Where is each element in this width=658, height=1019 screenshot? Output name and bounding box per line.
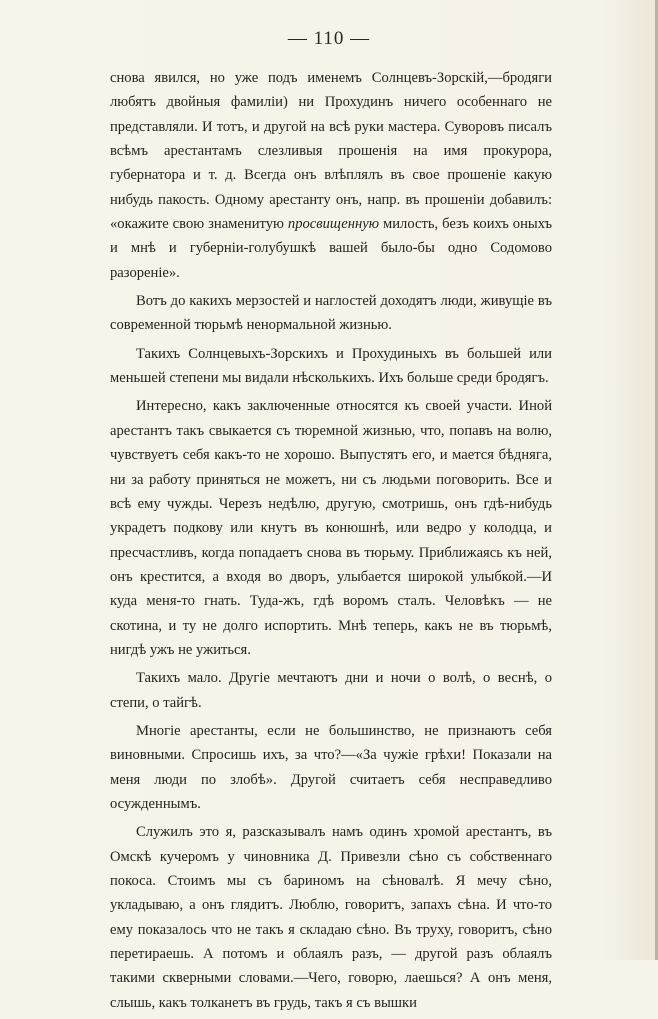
body-text xyxy=(110,66,552,1019)
paragraph-4: Интересно, какъ заключенные относятся къ своей участи. Иной арестантъ такъ свыкается съ тюремной жизнью, что, попавъ на волю, чувствуетъ себя какъ-то не хорошо. Выпустятъ его, и мается бѣдняга, ни за работу приняться не можетъ, ни съ людьми поговорить. Все и всѣ ему чужды. Черезъ недѣлю, другую, смотришь, онъ гдѣ-нибудь украдетъ подкову или кнутъ въ конюшнѣ, или ведро у колодца, и пресчастливъ, когда попадаетъ снова въ тюрьму. Приближаясь къ ней, онъ крестится, а входя во дворъ, улыбается широкой улыбкой.—И куда меня-то гнать. Туда-жъ, гдѣ воромъ сталъ. Человѣкъ — не скотина, и ту не долго испортить. Мнѣ теперь, какъ не въ тюрьмѣ, нигдѣ ужъ не ужиться. xyxy=(110,398,552,658)
paragraph-7: Служилъ это я, разсказывалъ намъ одинъ хромой арестантъ, въ Омскѣ кучеромъ у чиновника Д. Привезли сѣно съ собственнаго покоса. Стоимъ мы съ бариномъ на сѣновалѣ. Я мечу сѣно, укладываю, а онъ глядитъ. Люблю, говоритъ, запахъ сѣна. И что-то ему показалось что не такъ я складаю сѣно. Въ труху, говоритъ, сѣно перетираешь. А потомъ и облаялъ разъ, — другой разъ облаялъ такими скверными словами.—Чего, говорю, лаешься? А онъ меня, слышь, какъ толканетъ въ грудь, такъ я съ вышки xyxy=(110,824,552,1011)
paragraph-3: Такихъ Солнцевыхъ-Зорскихъ и Прохудиныхъ въ большей или меньшей степени мы видали нѣсколькихъ. Ихъ больше среди бродягъ. xyxy=(110,345,552,387)
paragraph-1 xyxy=(110,66,552,285)
paragraph-2: Вотъ до какихъ мерзостей и наглостей доходятъ люди, живущіе въ современной тюрьмѣ ненормальной жизнью. xyxy=(110,293,552,334)
paragraph-1-italic-word: просвищенную xyxy=(287,216,379,233)
paragraph-1-text-end: милость, безъ коихъ оныхъ и мнѣ и губерніи-голубушкѣ вашей было-бы одно Содомово разореніе». xyxy=(110,216,552,281)
paragraph-6: Многіе арестанты, если не большинство, не признаютъ себя виновными. Спросишь ихъ, за что?—«За чужіе грѣхи! Показали на меня люди по злобѣ». Другой считаетъ себя несправедливо осужденнымъ. xyxy=(110,722,552,812)
paragraph-5: Такихъ мало. Другіе мечтаютъ дни и ночи о волѣ, о веснѣ, о степи, о тайгѣ. xyxy=(110,670,552,711)
page-number: — 110 — xyxy=(287,28,371,49)
paragraph-1-text: снова явился, но уже подъ именемъ Солнцевъ-Зорскій,—бродяги любятъ двойныя фамиліи) ни Прохудинъ ничего особеннаго не представляли. И тотъ, и другой на всѣ руки мастера. Суворовъ писалъ всѣмъ арестантамъ слезливыя прошенія на имя прокурора, губернатора и т. д. Всегда онъ влѣплялъ въ свое прошеніе какую нибудь пакость. Одному арестанту онъ, напр. въ прошеніи добавилъ: «окажите свою знаменитую xyxy=(110,70,552,233)
